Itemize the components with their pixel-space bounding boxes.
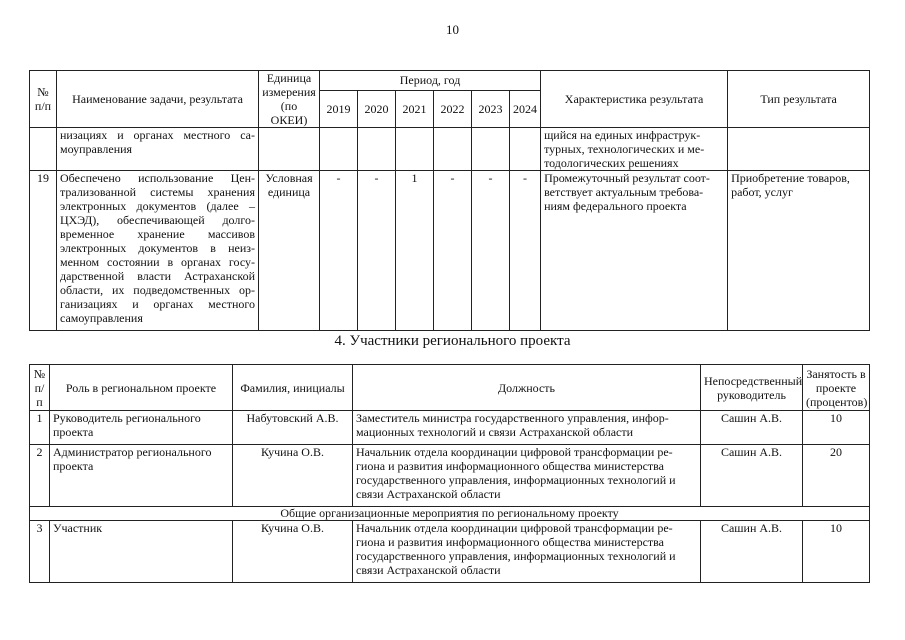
header-period: Период, год [320, 71, 541, 91]
cell-employment: 10 [803, 521, 870, 583]
cell-manager: Сашин А.В. [701, 411, 803, 445]
page-number: 10 [446, 22, 459, 37]
header-year: 2022 [434, 90, 472, 127]
cell-year: - [320, 171, 358, 331]
cell-name: низациях и органах местного са-моуправления [57, 128, 259, 171]
cell-characteristic: щийся на единых инфраструк-турных, технологических и ме-тодологических решениях [541, 128, 728, 171]
cell-role: Администратор регионального проекта [50, 445, 233, 507]
header-fio: Фамилия, инициалы [233, 365, 353, 411]
header-type: Тип результата [728, 71, 870, 128]
header-year: 2023 [472, 90, 510, 127]
cell-year: - [358, 171, 396, 331]
cell-unit: Условная единица [259, 171, 320, 331]
header-name: Наименование задачи, результата [57, 71, 259, 128]
header-employment: Занятость в проекте (процентов) [803, 365, 870, 411]
header-year: 2019 [320, 90, 358, 127]
cell-num: 3 [30, 521, 50, 583]
header-role: Роль в региональном проекте [50, 365, 233, 411]
header-characteristic: Характеристика результата [541, 71, 728, 128]
table-row [30, 171, 870, 331]
table-row [30, 128, 870, 171]
cell-year: - [434, 171, 472, 331]
cell-employment: 20 [803, 445, 870, 507]
cell-characteristic: Промежуточный результат соот-ветствует актуальным требова-ниям федерального проекта [541, 171, 728, 331]
cell-position: Начальник отдела координации цифровой трансформации ре-гиона и развития информационного общества министерства государственного управления, информационных технологий и связи Астраханской области [353, 445, 701, 507]
cell-position: Начальник отдела координации цифровой трансформации ре-гиона и развития информационного общества министерства государственного управления, информационных технологий и связи Астраханской области [353, 521, 701, 583]
cell-manager: Сашин А.В. [701, 521, 803, 583]
cell-fio: Кучина О.В. [233, 445, 353, 507]
header-num: № п/п [30, 365, 50, 411]
cell-fio: Кучина О.В. [233, 521, 353, 583]
cell-type: Приобретение товаров, работ, услуг [728, 171, 870, 331]
cell-name: Обеспечено использование Цен-трализованной системы хранения электронных документов (далее – ЦХЭД), обеспечивающей долго-временное хранение массивов электронных документов в неиз-менном состоянии в органах госу-дарственной власти Астраханской области, их подведомственных ор-ганизациях и органах местного самоуправления [57, 171, 259, 331]
table-row [30, 445, 870, 507]
cell-num: 1 [30, 411, 50, 445]
header-manager: Непосредственный руководитель [701, 365, 803, 411]
header-unit: Единица измерения (по ОКЕИ) [259, 71, 320, 128]
cell-year: - [510, 171, 541, 331]
cell-employment: 10 [803, 411, 870, 445]
cell-num: 2 [30, 445, 50, 507]
cell-role: Участник [50, 521, 233, 583]
participants-table [29, 364, 870, 583]
table-row [30, 411, 870, 445]
cell-year: - [472, 171, 510, 331]
table-subheader-row [30, 507, 870, 521]
header-year: 2021 [396, 90, 434, 127]
cell-num: 19 [30, 171, 57, 331]
cell-year: 1 [396, 171, 434, 331]
cell-fio: Набутовский А.В. [233, 411, 353, 445]
cell-manager: Сашин А.В. [701, 445, 803, 507]
header-year: 2024 [510, 90, 541, 127]
table-row [30, 521, 870, 583]
subheader-label: Общие организационные мероприятия по региональному проекту [30, 507, 870, 521]
cell-position: Заместитель министра государственного управления, инфор-мационных технологий и связи Астраханской области [353, 411, 701, 445]
section-title: 4. Участники регионального проекта [334, 333, 571, 349]
cell-role: Руководитель регионального проекта [50, 411, 233, 445]
header-year: 2020 [358, 90, 396, 127]
header-position: Должность [353, 365, 701, 411]
header-num: № п/п [30, 71, 57, 128]
results-table [29, 70, 870, 331]
